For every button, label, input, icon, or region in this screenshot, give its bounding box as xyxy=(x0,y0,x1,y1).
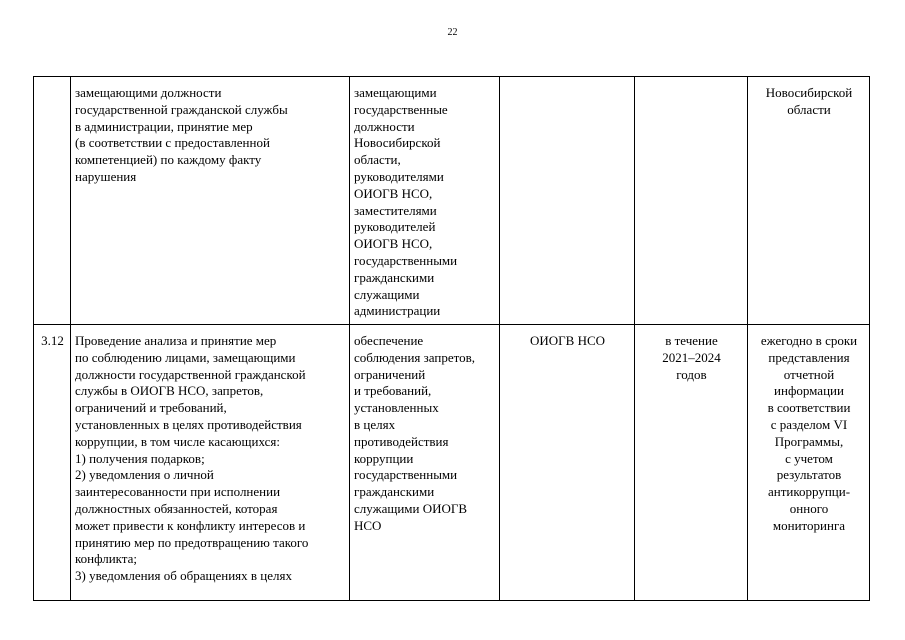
result-cell: замещающими государственные должности Новосибирской области, руководителями ОИОГВ НСО, заместителями руководителей ОИОГВ НСО, государственными гражданскими служащими администрации xyxy=(350,77,500,325)
executor-cell xyxy=(500,77,635,325)
term-cell xyxy=(635,77,748,325)
term-cell: в течение 2021–2024 годов xyxy=(635,325,748,601)
result-cell: обеспечение соблюдения запретов, ограничений и требований, установленных в целях противодействия коррупции государственными гражданскими служащими ОИОГВ НСО xyxy=(350,325,500,601)
page-number: 22 xyxy=(447,27,458,38)
report-cell: ежегодно в сроки представления отчетной информации в соответствии с разделом VI Программы, с учетом результатов антикоррупци- онного мониторинга xyxy=(748,325,870,601)
action-cell: замещающими должности государственной гражданской службы в администрации, принятие мер (в соответствии с предоставленной компетенцией) по каждому факту нарушения xyxy=(71,77,350,325)
table-row xyxy=(34,77,870,325)
report-cell: Новосибирской области xyxy=(748,77,870,325)
measures-table xyxy=(33,76,870,601)
executor-cell: ОИОГВ НСО xyxy=(500,325,635,601)
table-row xyxy=(34,325,870,601)
action-cell: Проведение анализа и принятие мер по соблюдению лицами, замещающими должности государственной гражданской службы в ОИОГВ НСО, запретов, ограничений и требований, установленных в целях противодействия коррупции, в том числе касающихся: 1) получения подарков; 2) уведомления о личной заинтересованности при исполнении должностных обязанностей, которая может привести к конфликту интересов и принятию мер по предотвращению такого конфликта; 3) уведомления об обращениях в целях xyxy=(71,325,350,601)
row-number-cell: 3.12 xyxy=(34,325,71,601)
row-number-cell xyxy=(34,77,71,325)
